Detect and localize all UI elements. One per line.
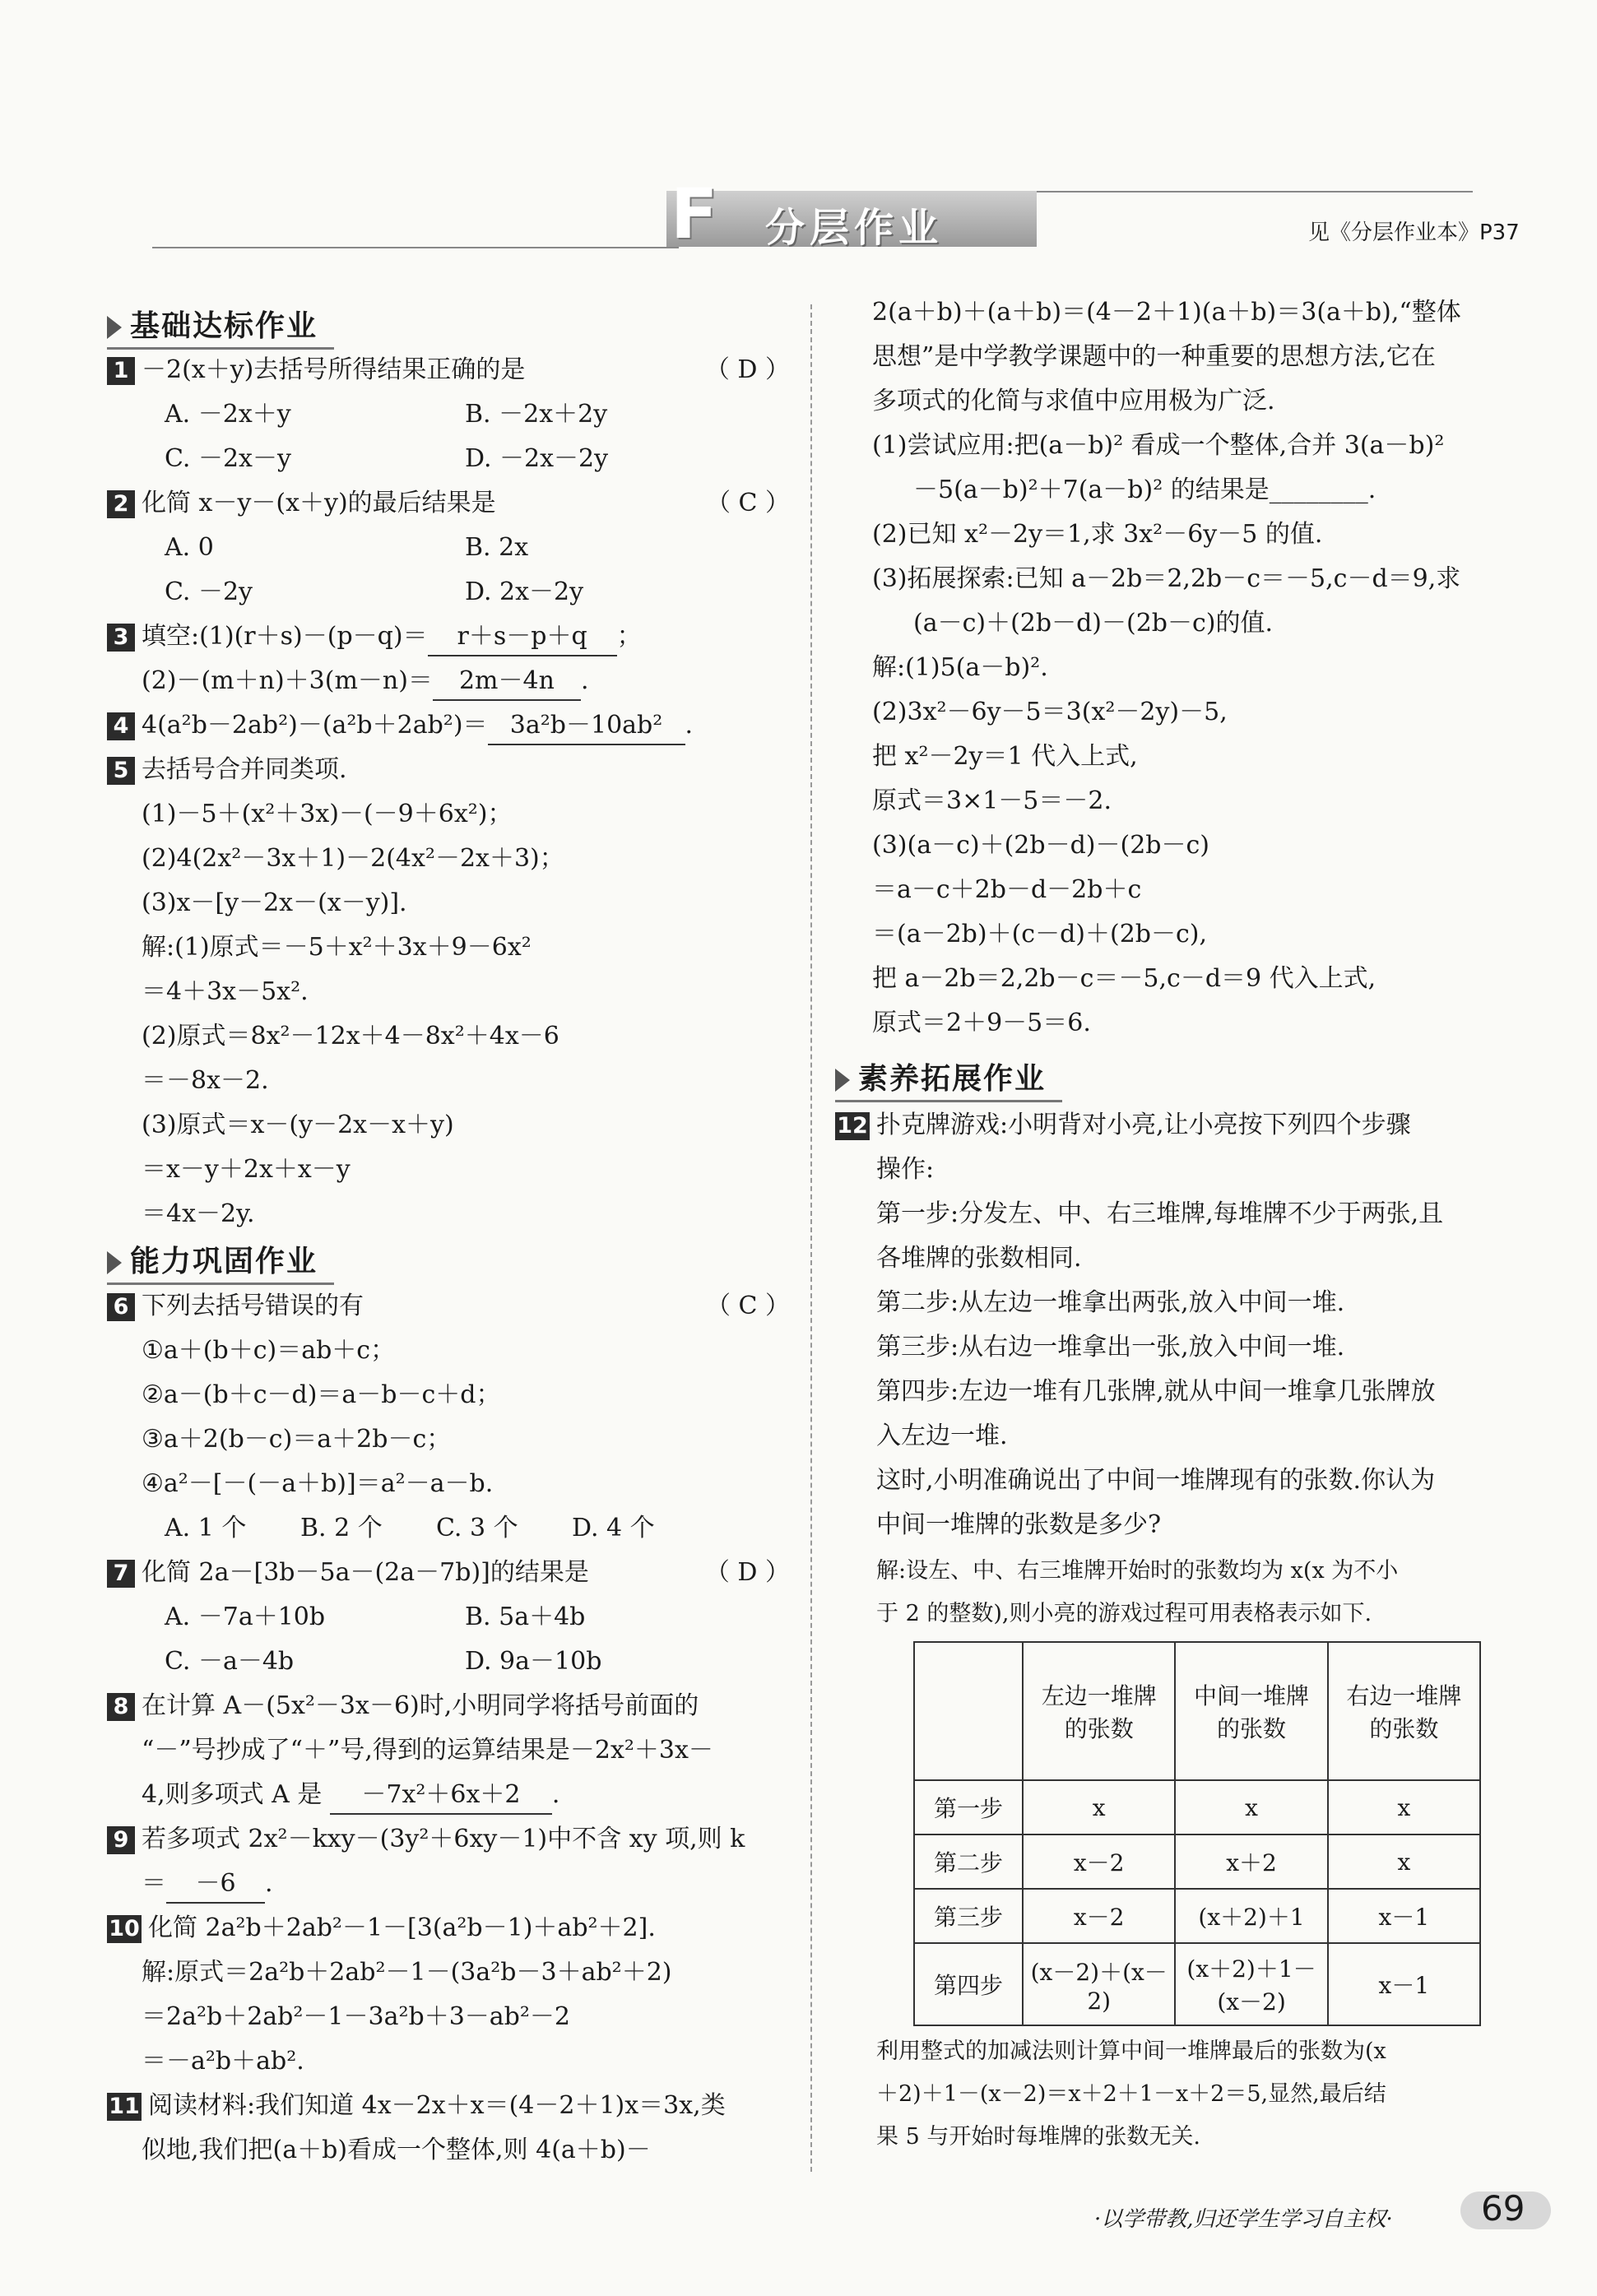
q5-line: ＝4＋3x－5x². (142, 977, 309, 1006)
q11-cont-line: (2)已知 x²－2y＝1,求 3x²－6y－5 的值. (872, 520, 1323, 549)
table-cell: x－2 (1023, 1834, 1175, 1889)
table-header-cell: 中间一堆牌的张数 (1175, 1642, 1327, 1780)
q11-solution-line: 原式＝2＋9－5＝6. (872, 1009, 1091, 1037)
q11-cont-line: (a－c)＋(2b－d)－(2b－c)的值. (913, 609, 1274, 638)
q10-stem: 10 化简 2a²b＋2ab²－1－[3(a²b－1)＋ab²＋2]. (107, 1910, 656, 1946)
q11-cont-line: (1)尝试应用:把(a－b)² 看成一个整体,合并 3(a－b)² (872, 431, 1445, 460)
table-cell: x (1023, 1780, 1175, 1834)
table-cell: x (1175, 1780, 1327, 1834)
page-number: 69 (1481, 2188, 1525, 2229)
table-cell: x (1328, 1780, 1480, 1834)
q11-solution-line: 解:(1)5(a－b)². (872, 653, 1048, 682)
q11-cont-line: 思想”是中学教学课题中的一种重要的思想方法,它在 (872, 342, 1436, 371)
q8-line1: 8 在计算 A－(5x²－3x－6)时,小明同学将括号前面的 (107, 1688, 699, 1724)
q5-line: (2)4(2x²－3x＋1)－2(4x²－2x＋3)； (142, 844, 564, 873)
q7-stem: 7 化简 2a－[3b－5a－(2a－7b)]的结果是 （ D ） (107, 1555, 790, 1591)
q5-line: (2)原式＝8x²－12x＋4－8x²＋4x－6 (142, 1022, 559, 1051)
q4-answer: 3a²b－10ab² (488, 707, 685, 745)
q12-line1: 12 扑克牌游戏:小明背对小亮,让小亮按下列四个步骤 (835, 1107, 1411, 1143)
table-cell: 第一步 (914, 1780, 1023, 1834)
q11-solution-line: ＝a－c＋2b－d－2b＋c (872, 875, 1142, 904)
q2-option-d: D. 2x－2y (465, 577, 584, 606)
q10-line: ＝－a²b＋ab². (142, 2047, 304, 2076)
q2-option-c: C. －2y (165, 577, 253, 606)
q12-conclusion-line: 利用整式的加减法则计算中间一堆牌最后的张数为(x (876, 2039, 1386, 2064)
q10-line: ＝2a²b＋2ab²－1－3a²b＋3－ab²－2 (142, 2002, 570, 2031)
q6-statement: ③a＋2(b－c)＝a＋2b－c； (142, 1425, 452, 1454)
q5-line: ＝4x－2y. (142, 1199, 255, 1228)
q11-line2: 似地,我们把(a＋b)看成一个整体,则 4(a＋b)－ (142, 2136, 651, 2164)
q3-answer1: r＋s－p＋q (428, 619, 617, 656)
footer-slogan: ·以学带教,归还学生学习自主权· (1094, 2207, 1393, 2232)
q12-line: 第四步:左边一堆有几张牌,就从中间一堆拿几张牌放 (876, 1377, 1436, 1406)
q3-line1: 3 填空:(1)(r＋s)－(p－q)＝ r＋s－p＋q ； (107, 619, 642, 656)
q1-option-c: C. －2x－y (165, 444, 291, 473)
q6-statement: ④a²－[－(－a＋b)]＝a²－a－b. (142, 1469, 494, 1498)
q6-option-b: B. 2 个 (300, 1514, 383, 1542)
q11-solution-line: 把 x²－2y＝1 代入上式, (872, 742, 1138, 771)
header-rule-left (152, 247, 679, 248)
table-row (914, 1889, 1480, 1943)
q8-line3: 4,则多项式 A 是 －7x²＋6x＋2 . (142, 1777, 559, 1815)
q11-line1: 11 阅读材料:我们知道 4x－2x＋x＝(4－2＋1)x＝3x,类 (107, 2088, 726, 2124)
table-header-cell: 左边一堆牌的张数 (1023, 1642, 1175, 1780)
q11-solution-line: (3)(a－c)＋(2b－d)－(2b－c) (872, 831, 1209, 860)
q2-option-b: B. 2x (465, 533, 529, 562)
q9-line1: 9 若多项式 2x²－kxy－(3y²＋6xy－1)中不含 xy 项,则 k (107, 1821, 745, 1858)
q6-statement: ②a－(b＋c－d)＝a－b－c＋d； (142, 1380, 501, 1409)
q11-cont-line: －5(a－b)²＋7(a－b)² 的结果是________. (913, 475, 1376, 504)
q7-option-b: B. 5a＋4b (465, 1603, 586, 1631)
table-header-cell (914, 1642, 1023, 1780)
q8-answer: －7x²＋6x＋2 (330, 1777, 552, 1815)
q11-cont-line: 多项式的化简与求值中应用极为广泛. (872, 387, 1275, 415)
q2-answer: （ C ） (705, 489, 790, 517)
q10-line: 解:原式＝2a²b＋2ab²－1－(3a²b－3＋ab²＋2) (142, 1958, 672, 1987)
q12-solution-line: 于 2 的整数),则小亮的游戏过程可用表格表示如下. (876, 1601, 1372, 1626)
q12-line: 中间一堆牌的张数是多少? (876, 1510, 1162, 1539)
q1-option-d: D. －2x－2y (465, 444, 609, 473)
q6-option-a: A. 1 个 (165, 1514, 247, 1542)
table-cell: (x＋2)＋1－(x－2) (1175, 1943, 1327, 2025)
q12-line: 各堆牌的张数相同. (876, 1244, 1082, 1273)
table-cell: (x＋2)＋1 (1175, 1889, 1327, 1943)
table-cell: x－1 (1328, 1889, 1480, 1943)
table-cell: x－1 (1328, 1943, 1480, 2025)
table-cell: (x－2)＋(x－2) (1023, 1943, 1175, 2025)
table-row (914, 1780, 1480, 1834)
q12-line: 第一步:分发左、中、右三堆牌,每堆牌不少于两张,且 (876, 1199, 1444, 1228)
header-logo: F (671, 174, 718, 254)
q5-line: 解:(1)原式＝－5＋x²＋3x＋9－6x² (142, 933, 532, 962)
q12-line: 操作: (876, 1155, 935, 1184)
q4-line: 4 4(a²b－2ab²)－(a²b＋2ab²)＝ 3a²b－10ab² . (107, 707, 693, 745)
q5-stem: 5 去括号合并同类项. (107, 752, 347, 788)
q9-answer: －6 (166, 1866, 265, 1904)
game-table (913, 1641, 1481, 2026)
q1-option-a: A. －2x＋y (165, 400, 291, 429)
header-rule-right (1037, 191, 1473, 192)
q5-line: (3)原式＝x－(y－2x－x＋y) (142, 1111, 454, 1139)
table-cell: 第三步 (914, 1889, 1023, 1943)
q12-conclusion-line: 果 5 与开始时每堆牌的张数无关. (876, 2124, 1200, 2150)
q2-option-a: A. 0 (165, 533, 214, 562)
q11-cont-line: (3)拓展探索:已知 a－2b＝2,2b－c＝－5,c－d＝9,求 (872, 564, 1461, 593)
q12-line: 第三步:从右边一堆拿出一张,放入中间一堆. (876, 1333, 1345, 1361)
q8-line2: “－”号抄成了“＋”号,得到的运算结果是－2x²＋3x－ (142, 1736, 713, 1765)
q12-conclusion-line: ＋2)＋1－(x－2)＝x＋2＋1－x＋2＝5,显然,最后结 (876, 2081, 1386, 2107)
q6-statement: ①a＋(b＋c)＝ab＋c； (142, 1336, 396, 1365)
q3-line2: (2)－(m＋n)＋3(m－n)＝ 2m－4n . (142, 663, 588, 701)
q1-answer: （ D ） (704, 355, 790, 384)
header-title: 分层作业 (765, 205, 944, 251)
q5-line: (1)－5＋(x²＋3x)－(－9＋6x²)； (142, 800, 513, 828)
table-cell: x (1328, 1834, 1480, 1889)
q6-stem: 6 下列去括号错误的有 （ C ） (107, 1288, 790, 1324)
q7-option-d: D. 9a－10b (465, 1647, 602, 1676)
q12-line: 入左边一堆. (876, 1422, 1008, 1450)
table-cell: x－2 (1023, 1889, 1175, 1943)
q6-answer: （ C ） (705, 1292, 790, 1320)
q1-stem: 1 －2(x＋y)去括号所得结果正确的是 （ D ） (107, 352, 790, 388)
q11-solution-line: 把 a－2b＝2,2b－c＝－5,c－d＝9 代入上式, (872, 964, 1376, 993)
table-row (914, 1943, 1480, 2025)
q11-solution-line: 原式＝3×1－5＝－2. (872, 786, 1112, 815)
table-row (914, 1834, 1480, 1889)
q12-line: 第二步:从左边一堆拿出两张,放入中间一堆. (876, 1288, 1345, 1317)
q6-option-c: C. 3 个 (436, 1514, 518, 1542)
q11-cont-line: 2(a＋b)＋(a＋b)＝(4－2＋1)(a＋b)＝3(a＋b),“整体 (872, 298, 1461, 327)
table-cell: 第四步 (914, 1943, 1023, 2025)
q11-solution-line: (2)3x²－6y－5＝3(x²－2y)－5, (872, 698, 1228, 726)
table-cell: 第二步 (914, 1834, 1023, 1889)
table-cell: x＋2 (1175, 1834, 1327, 1889)
q2-stem: 2 化简 x－y－(x＋y)的最后结果是 （ C ） (107, 485, 790, 522)
q1-option-b: B. －2x＋2y (465, 400, 608, 429)
q9-line2: ＝ －6 . (142, 1866, 273, 1904)
q7-option-a: A. －7a＋10b (165, 1603, 326, 1631)
q7-answer: （ D ） (704, 1558, 790, 1587)
section-ability: 能力巩固作业 (107, 1238, 318, 1280)
section-extension: 素养拓展作业 (835, 1055, 1046, 1097)
q5-line: ＝－8x－2. (142, 1066, 269, 1095)
q11-solution-line: ＝(a－2b)＋(c－d)＋(2b－c), (872, 920, 1208, 949)
section-basic: 基础达标作业 (107, 303, 318, 345)
column-divider (810, 304, 812, 2172)
table-header-cell: 右边一堆牌的张数 (1328, 1642, 1480, 1780)
q3-answer2: 2m－4n (433, 663, 581, 701)
q5-line: (3)x－[y－2x－(x－y)]. (142, 888, 407, 917)
header-reference: 见《分层作业本》P37 (1308, 220, 1520, 245)
q5-line: ＝x－y＋2x＋x－y (142, 1155, 351, 1184)
q7-option-c: C. －a－4b (165, 1647, 295, 1676)
q6-option-d: D. 4 个 (572, 1514, 655, 1542)
table-header-row (914, 1642, 1480, 1780)
q12-solution-line: 解:设左、中、右三堆牌开始时的张数均为 x(x 为不小 (876, 1558, 1399, 1584)
q12-line: 这时,小明准确说出了中间一堆牌现有的张数.你认为 (876, 1466, 1436, 1495)
